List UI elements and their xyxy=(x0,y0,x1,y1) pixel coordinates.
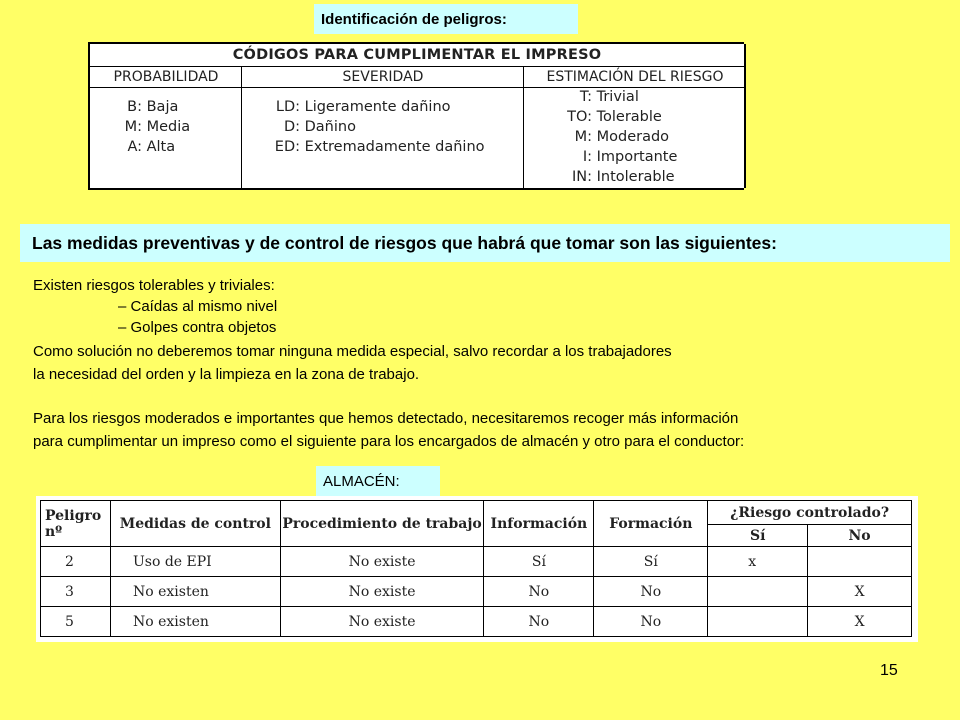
body-line: Para los riesgos moderados e importantes que hemos detectado, necesitaremos recoger más información xyxy=(33,410,739,427)
table-row xyxy=(41,577,912,607)
cell-informacion: Sí xyxy=(484,547,594,577)
cell-procedimiento: No existe xyxy=(280,577,484,607)
cell-informacion: No xyxy=(484,607,594,637)
cell-formacion: Sí xyxy=(594,547,708,577)
cell-procedimiento: No existe xyxy=(280,607,484,637)
body-line: Existen riesgos tolerables y triviales: xyxy=(33,277,275,294)
header-informacion: Información xyxy=(484,501,594,547)
cell-no: X xyxy=(808,577,912,607)
probabilidad-entry: M: Media xyxy=(124,119,191,135)
header-formacion: Formación xyxy=(594,501,708,547)
estimacion-entry: T: Trivial xyxy=(579,89,639,105)
cell-medidas: Uso de EPI xyxy=(110,547,280,577)
cell-formacion: No xyxy=(594,577,708,607)
cell-formacion: No xyxy=(594,607,708,637)
bullet-item: – Caídas al mismo nivel xyxy=(118,298,278,315)
cell-si: x xyxy=(708,547,808,577)
cell-medidas: No existen xyxy=(110,607,280,637)
cell-no: X xyxy=(808,607,912,637)
body-line: la necesidad del orden y la limpieza en la zona de trabajo. xyxy=(33,366,420,383)
identification-label: Identificación de peligros: xyxy=(314,4,578,34)
cell-peligro: 5 xyxy=(41,607,111,637)
estimacion-entry: IN: Intolerable xyxy=(571,169,675,185)
header-medidas: Medidas de control xyxy=(110,501,280,547)
header-riesgo-controlado: ¿Riesgo controlado? xyxy=(708,501,912,525)
column-divider xyxy=(523,67,524,188)
estimacion-entry: M: Moderado xyxy=(574,129,670,145)
header-si: Sí xyxy=(708,525,808,547)
header-severidad: SEVERIDAD xyxy=(242,67,524,88)
almacen-table-panel xyxy=(36,496,918,642)
body-line: Como solución no deberemos tomar ninguna medida especial, salvo recordar a los trabajadores xyxy=(33,343,672,360)
almacen-label: ALMACÉN: xyxy=(316,466,440,496)
cell-si xyxy=(708,577,808,607)
table-edge xyxy=(744,44,746,188)
table-row xyxy=(41,607,912,637)
cell-peligro: 3 xyxy=(41,577,111,607)
probabilidad-entry: B: Baja xyxy=(127,99,179,115)
severidad-entry: LD: Ligeramente dañino xyxy=(275,99,451,115)
severidad-entry: D: Dañino xyxy=(283,119,356,135)
column-divider xyxy=(241,67,242,188)
cell-informacion: No xyxy=(484,577,594,607)
page-number: 15 xyxy=(880,662,898,679)
bullet-item: – Golpes contra objetos xyxy=(118,319,277,336)
cell-procedimiento: No existe xyxy=(280,547,484,577)
almacen-table xyxy=(40,500,912,637)
severidad-entry: ED: Extremadamente dañino xyxy=(274,139,485,155)
header-peligro: Peligro nº xyxy=(41,501,111,547)
estimacion-entry: TO: Tolerable xyxy=(567,109,662,125)
measures-heading: Las medidas preventivas y de control de riesgos que habrá que tomar son las siguientes: xyxy=(20,224,950,262)
cell-medidas: No existen xyxy=(110,577,280,607)
cell-si xyxy=(708,607,808,637)
table-row xyxy=(41,547,912,577)
header-procedimiento: Procedimiento de trabajo xyxy=(280,501,484,547)
codes-table xyxy=(88,42,744,190)
header-probabilidad: PROBABILIDAD xyxy=(90,67,242,88)
cell-no xyxy=(808,547,912,577)
probabilidad-entry: A: Alta xyxy=(127,139,176,155)
body-line: para cumplimentar un impreso como el siguiente para los encargados de almacén y otro para el conductor: xyxy=(33,433,745,450)
header-no: No xyxy=(808,525,912,547)
estimacion-entry: I: Importante xyxy=(582,149,678,165)
codes-table-title: CÓDIGOS PARA CUMPLIMENTAR EL IMPRESO xyxy=(90,44,744,67)
cell-peligro: 2 xyxy=(41,547,111,577)
header-estimacion: ESTIMACIÓN DEL RIESGO xyxy=(524,67,746,88)
